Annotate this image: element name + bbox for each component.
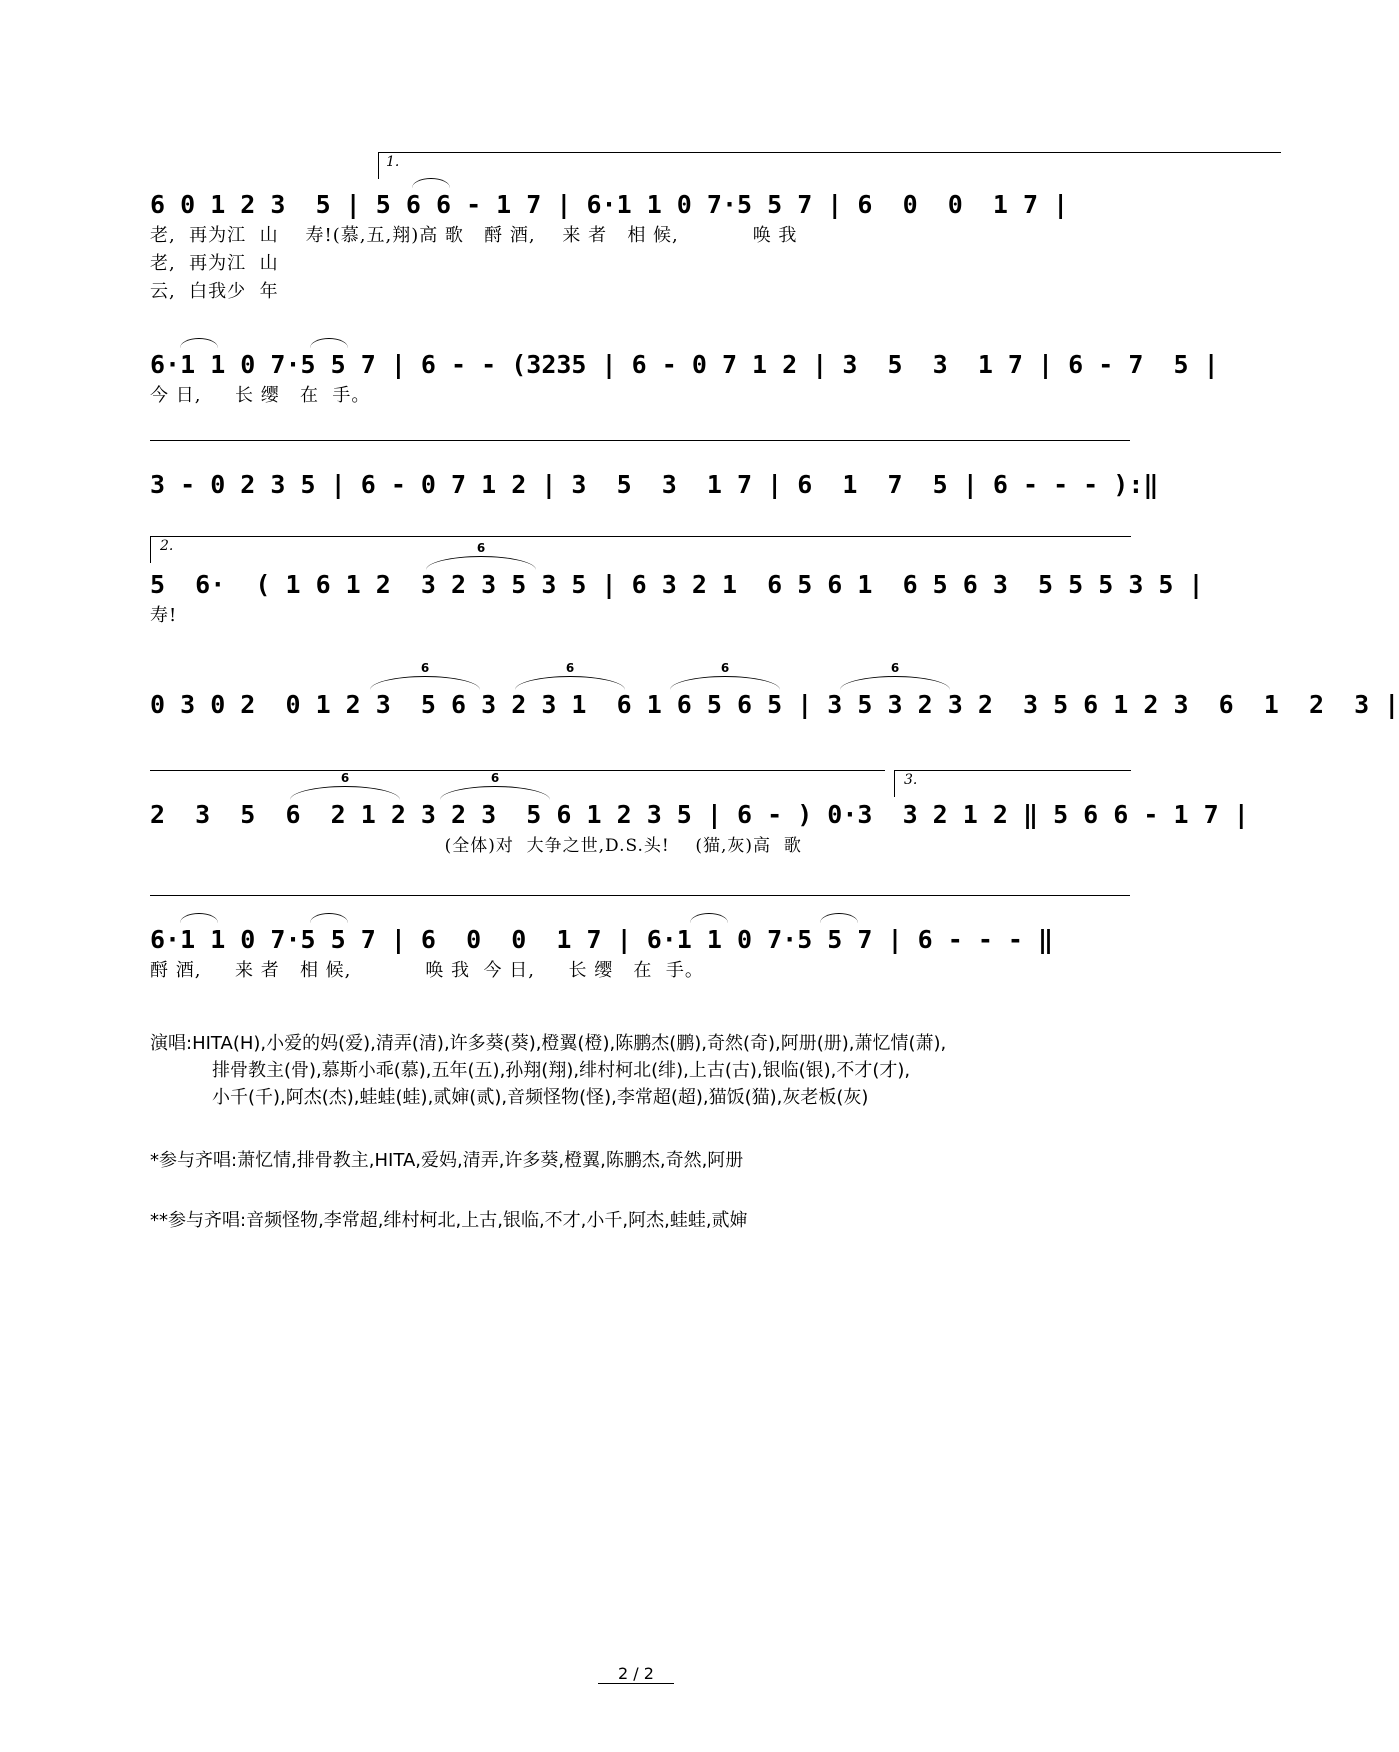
notation-line: 3 - 0 2 3 5 | 6 - 0 7 1 2 | 3 5 3 1 7 | 6 1 7 5 | 6 - - - ):‖ [150,470,1159,499]
slur [820,913,858,924]
lyric-line: 寿! [150,605,178,626]
tuplet-number: 6 [565,661,575,675]
cast-line: 小千(千),阿杰(杰),蛙蛙(蛙),贰婶(贰),音频怪物(怪),李常超(超),猫饭(猫),灰老板(灰) [212,1087,869,1108]
tuplet-bracket [370,661,480,691]
cast-credits [150,1030,1150,1111]
notation-line: 2 3 5 6 2 1 2 3 2 3 5 6 1 2 3 5 | 6 - ) 0·3 3 2 1 2 ‖ 5 6 6 - 1 7 | [150,800,1249,829]
slur [310,338,348,349]
tuplet-bracket [290,771,400,801]
volta-bracket-3 [894,770,1131,797]
tuplet-number: 6 [476,541,486,555]
volta-bracket-2 [150,536,1131,563]
lyric-line: 老, 再为江 山 [150,253,279,274]
slur [180,338,218,349]
tuplet-number: 6 [490,771,500,785]
lyric-line: 老, 再为江 山 寿!(慕,五,翔)高 歌 酹 酒, 来 者 相 候, 唤 我 [150,225,798,246]
lyric-line: 云, 白我少 年 [150,281,279,302]
volta-bracket-1 [378,152,1281,179]
cast-line: 排骨教主(骨),慕斯小乖(慕),五年(五),孙翔(翔),绯村柯北(绯),上古(古),银临(银),不才(才), [212,1060,911,1081]
tuplet-number: 6 [420,661,430,675]
notation-line: 0 3 0 2 0 1 2 3 5 6 3 2 3 1 6 1 6 5 6 5 | 3 5 3 2 3 2 3 5 6 1 2 3 6 1 2 3 | [150,690,1399,719]
slur [690,913,728,924]
tuplet-bracket [670,661,780,691]
volta-number-3: 3. [904,772,918,788]
chorus-note-2: **参与齐唱:音频怪物,李常超,绯村柯北,上古,银临,不才,小千,阿杰,蛙蛙,贰婶 [150,1210,748,1231]
slur [180,913,218,924]
lyric-line: 今 日, 长 缨 在 手。 [150,385,371,406]
system-top-rule [150,770,885,771]
notation-line: 6 0 1 2 3 5 | 5 6 6 - 1 7 | 6·1 1 0 7·5 5 7 | 6 0 0 1 7 | [150,190,1069,219]
volta-number-1: 1. [386,154,400,170]
tuplet-bracket [440,771,550,801]
lyric-line: (全体)对 大争之世,D.S.头! (猫,灰)高 歌 [150,836,802,856]
system-top-rule [150,440,1130,441]
tuplet-bracket [840,661,950,691]
page-number-text: 2 / 2 [598,1664,674,1684]
page-number [0,1664,1272,1683]
tuplet-number: 6 [340,771,350,785]
cast-label: 演唱: [150,1033,193,1054]
tuplet-number: 6 [720,661,730,675]
slur [310,913,348,924]
lyric-line: 酹 酒, 来 者 相 候, 唤 我 今 日, 长 缨 在 手。 [150,960,704,981]
notation-line: 6·1 1 0 7·5 5 7 | 6 0 0 1 7 | 6·1 1 0 7·5 5 7 | 6 - - - ‖ [150,925,1054,954]
slur [412,178,450,189]
notation-line: 6·1 1 0 7·5 5 7 | 6 - - (3235 | 6 - 0 7 1 2 | 3 5 3 1 7 | 6 - 7 5 | [150,350,1219,379]
system-top-rule [150,895,1130,896]
tuplet-bracket [515,661,625,691]
cast-line: HITA(H),小爱的妈(爱),清弄(清),许多葵(葵),橙翼(橙),陈鹏杰(鹏),奇然(奇),阿册(册),萧忆情(萧), [192,1033,947,1054]
chorus-note-1: *参与齐唱:萧忆情,排骨教主,HITA,爱妈,清弄,许多葵,橙翼,陈鹏杰,奇然,阿册 [150,1150,744,1171]
notation-line: 5 6· ( 1 6 1 2 3 2 3 5 3 5 | 6 3 2 1 6 5 6 1 6 5 6 3 5 5 5 3 5 | [150,570,1204,599]
tuplet-number: 6 [890,661,900,675]
volta-number-2: 2. [160,538,174,554]
